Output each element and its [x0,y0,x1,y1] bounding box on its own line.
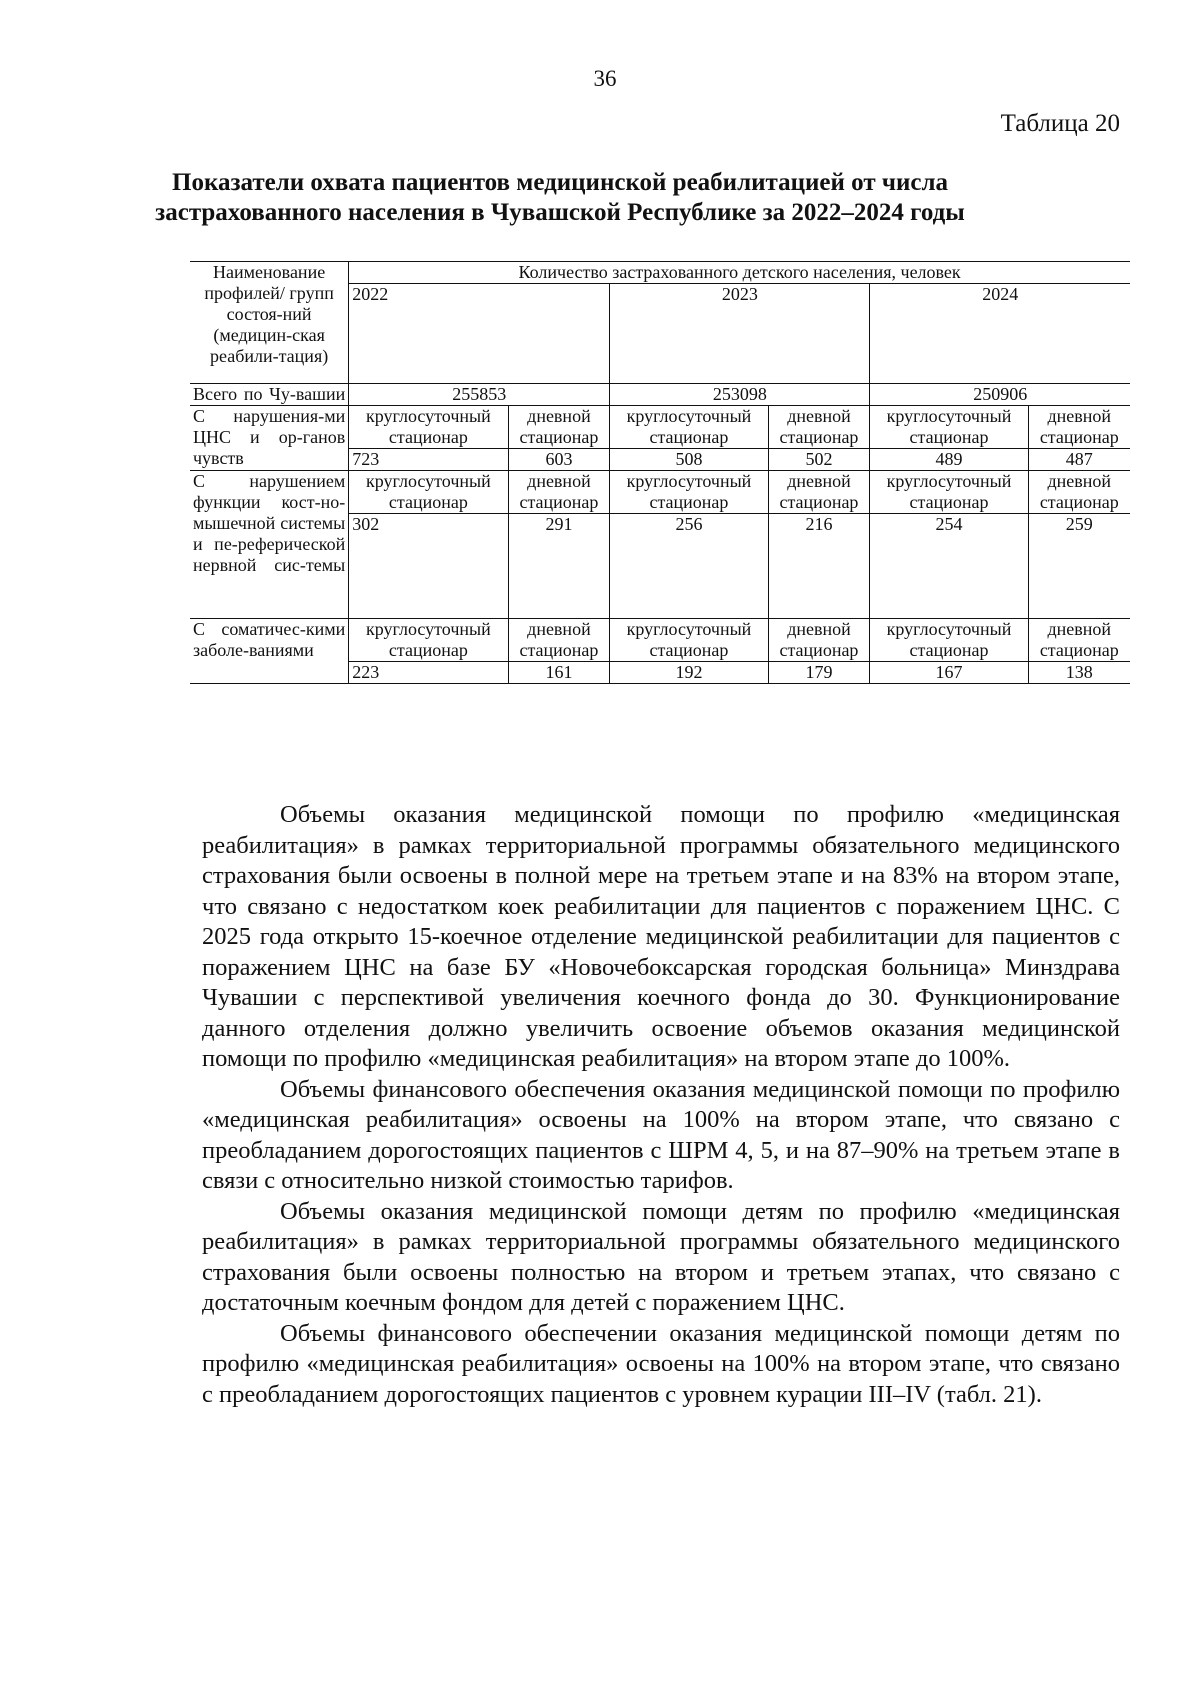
year-header-cell: 2022 [349,284,610,384]
total-row [190,384,1130,406]
type-label-cell: круглосуточный стационар [870,619,1028,662]
rehabilitation-coverage-table [190,261,1130,684]
row-label-cell: С нарушения-ми ЦНС и ор-ганов чувств [190,406,349,471]
type-label-cell: дневной стационар [1028,406,1130,449]
row-label-cell: С соматичес-кими заболе-ваниями [190,619,349,684]
value-cell: 603 [508,449,610,471]
type-label-cell: дневной стационар [768,619,870,662]
paragraph: Объемы финансового обеспечения оказания медицинской помощи по профилю «медицинская реабилитация» освоены на 100% на втором этапе, что связано с преобладанием дорогостоящих пациентов с ШРМ 4, 5, и на 87–90% на третьем этапе в связи с относительно низкой стоимостью тарифов. [202,1075,1120,1194]
table-label: Таблица 20 [1000,110,1120,137]
type-label-cell: круглосуточный стационар [870,406,1028,449]
type-label-cell: круглосуточный стационар [610,619,768,662]
year-header-cell: 2024 [870,284,1130,384]
value-cell: 138 [1028,662,1130,684]
type-label-cell: дневной стационар [768,406,870,449]
value-cell: 723 [349,449,508,471]
total-value-cell: 255853 [349,384,610,406]
value-cell: 161 [508,662,610,684]
paragraph: Объемы оказания медицинской помощи детям по профилю «медицинская реабилитация» в рамках территориальной программы обязательного медицинского страхования были освоены полностью на втором и третьем этапах, что связано с достаточным коечным фондом для детей с поражением ЦНС. [202,1197,1120,1316]
year-header-cell: 2023 [610,284,870,384]
type-label-row [190,471,1130,514]
value-cell: 223 [349,662,508,684]
total-value-cell: 250906 [870,384,1130,406]
value-cell: 256 [610,514,768,619]
type-label-cell: круглосуточный стационар [870,471,1028,514]
paragraph: Объемы финансового обеспечении оказания медицинской помощи детям по профилю «медицинская реабилитация» освоены на 100% на втором этапе, что связано с преобладанием дорогостоящих пациентов с уровнем курации III–IV (табл. 21). [202,1319,1120,1408]
group-header-cell: Количество застрахованного детского населения, человек [349,262,1130,284]
row-label-cell: С нарушением функции кост-но-мышечной системы и пе-реферической нервной сис-темы [190,471,349,619]
corner-header-cell: Наименование профилей/ групп состоя-ний (медицин-ская реабили-тация) [190,262,349,384]
value-cell: 508 [610,449,768,471]
type-label-cell: круглосуточный стационар [610,471,768,514]
type-label-cell: дневной стационар [768,471,870,514]
value-cell: 254 [870,514,1028,619]
value-cell: 487 [1028,449,1130,471]
type-label-cell: круглосуточный стационар [349,406,508,449]
type-label-row [190,619,1130,662]
value-cell: 489 [870,449,1028,471]
type-label-cell: дневной стационар [508,471,610,514]
value-cell: 179 [768,662,870,684]
row-label-cell: Всего по Чу-вашии [190,384,349,406]
value-cell: 259 [1028,514,1130,619]
value-cell: 502 [768,449,870,471]
total-value-cell: 253098 [610,384,870,406]
type-label-row [190,406,1130,449]
value-cell: 302 [349,514,508,619]
value-cell: 167 [870,662,1028,684]
value-cell: 291 [508,514,610,619]
type-label-cell: дневной стационар [508,406,610,449]
value-cell: 216 [768,514,870,619]
type-label-cell: дневной стационар [508,619,610,662]
type-label-cell: круглосуточный стационар [349,619,508,662]
page-number: 36 [593,66,617,91]
type-label-cell: дневной стационар [1028,471,1130,514]
paragraph: Объемы оказания медицинской помощи по профилю «медицинская реабилитация» в рамках территориальной программы обязательного медицинского страхования были освоены в полной мере на третьем этапе и на 83% на втором этапе, что связано с недостатком коек реабилитации для пациентов с поражением ЦНС. С 2025 года открыто 15-коечное отделение медицинской реабилитации для пациентов с поражением ЦНС на базе БУ «Новочебоксарская городская больница» Минздрава Чувашии с перспективой увеличения коечного фонда до 30. Функционирование данного отделения должно увеличить освоение объемов оказания медицинской помощи по профилю «медицинская реабилитация» на втором этапе до 100%. [202,801,1120,1072]
body-text [202,800,1120,1410]
type-label-cell: дневной стационар [1028,619,1130,662]
value-cell: 192 [610,662,768,684]
type-label-cell: круглосуточный стационар [349,471,508,514]
type-label-cell: круглосуточный стационар [610,406,768,449]
table-header-row [190,262,1130,284]
table-title: Показатели охвата пациентов медицинской реабилитацией от числа застрахованного населения в Чувашской Республике за 2022–2024 годы [155,169,965,226]
